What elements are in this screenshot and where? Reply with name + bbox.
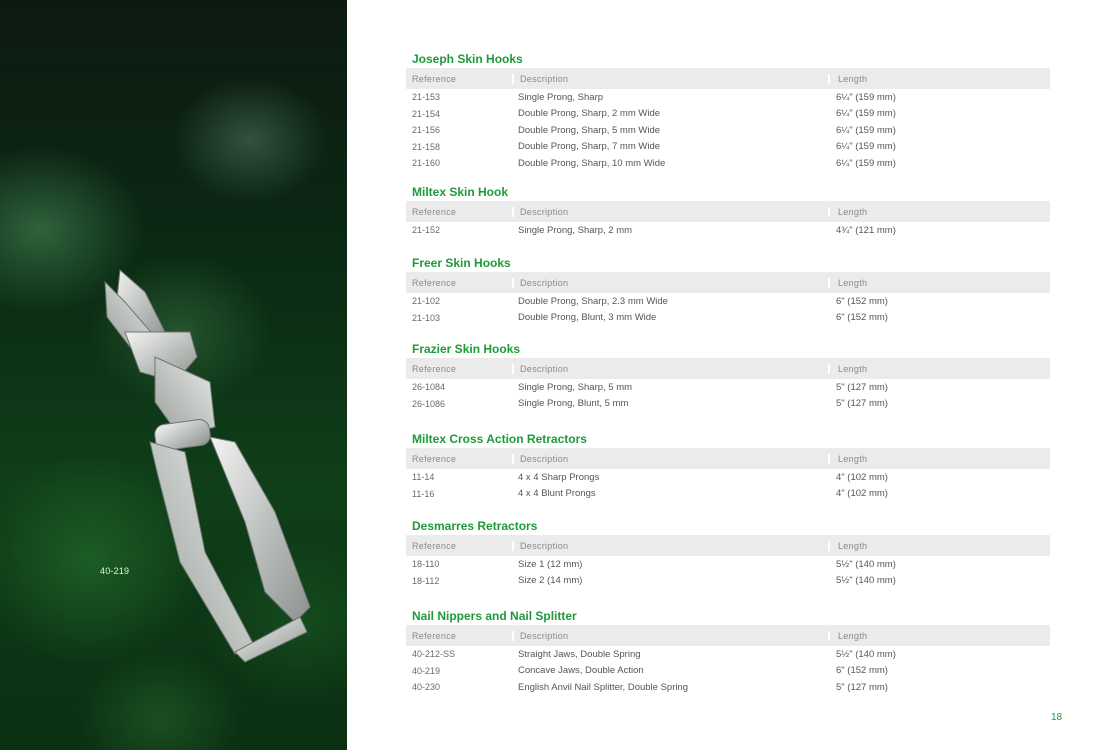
cell-length: 5" (127 mm) [836, 381, 888, 393]
cell-length: 6¼" (159 mm) [836, 157, 896, 169]
table-row [406, 106, 1050, 123]
table-header [406, 448, 1050, 469]
cell-length: 4¾" (121 mm) [836, 224, 896, 236]
table-header [406, 68, 1050, 89]
header-description: Description [512, 454, 828, 464]
header-reference: Reference [412, 453, 457, 464]
header-length: Length [828, 207, 1044, 217]
table-row [406, 663, 1050, 680]
nail-nipper-image [85, 262, 325, 672]
cell-length: 5½" (140 mm) [836, 558, 896, 570]
cell-description: 4 x 4 Blunt Prongs [518, 488, 596, 500]
section-desmarres-retractors [406, 517, 1050, 589]
cell-description: English Anvil Nail Splitter, Double Spring [518, 681, 689, 693]
cell-reference: 18-112 [412, 575, 440, 586]
cell-description: Double Prong, Sharp, 7 mm Wide [518, 141, 661, 153]
table-header [406, 625, 1050, 646]
cell-length: 6¼" (159 mm) [836, 91, 896, 103]
section-nail-nippers-and-nail-splitter [406, 607, 1050, 696]
header-description: Description [512, 364, 828, 374]
cell-reference: 11-16 [412, 488, 435, 499]
table-row [406, 310, 1050, 327]
cell-description: Size 2 (14 mm) [518, 575, 583, 587]
cell-description: 4 x 4 Sharp Prongs [518, 471, 600, 483]
cell-reference: 21-160 [412, 158, 441, 169]
image-caption: 40-219 [100, 566, 130, 576]
table-row [406, 469, 1050, 486]
cell-reference: 40-219 [412, 665, 441, 676]
section-freer-skin-hooks [406, 254, 1050, 326]
header-description: Description [512, 278, 828, 288]
cell-description: Single Prong, Blunt, 5 mm [518, 398, 629, 410]
cell-description: Single Prong, Sharp, 5 mm [518, 381, 633, 393]
header-description: Description [512, 74, 828, 84]
table-row [406, 155, 1050, 172]
table-row [406, 222, 1050, 239]
header-length: Length [828, 278, 1044, 288]
product-photo-panel [0, 0, 347, 750]
section-title: Miltex Skin Hook [412, 185, 509, 199]
cell-description: Double Prong, Sharp, 2 mm Wide [518, 108, 661, 120]
cell-length: 6" (152 mm) [836, 665, 888, 677]
cell-description: Size 1 (12 mm) [518, 558, 583, 570]
cell-reference: 21-153 [412, 92, 441, 103]
cell-length: 4" (102 mm) [836, 488, 888, 500]
section-title: Miltex Cross Action Retractors [412, 432, 587, 446]
cell-length: 5" (127 mm) [836, 681, 888, 693]
header-description: Description [512, 541, 828, 551]
table-row [406, 139, 1050, 156]
header-length: Length [828, 74, 1044, 84]
section-title: Desmarres Retractors [412, 519, 538, 533]
cell-description: Single Prong, Sharp, 2 mm [518, 224, 633, 236]
cell-reference: 21-152 [412, 225, 441, 236]
cell-length: 5½" (140 mm) [836, 575, 896, 587]
cell-description: Double Prong, Sharp, 5 mm Wide [518, 124, 661, 136]
header-description: Description [512, 631, 828, 641]
table-header [406, 358, 1050, 379]
section-title: Joseph Skin Hooks [412, 52, 523, 66]
table-row [406, 379, 1050, 396]
table-row [406, 293, 1050, 310]
cell-length: 6¼" (159 mm) [836, 141, 896, 153]
cell-length: 6¼" (159 mm) [836, 124, 896, 136]
cell-length: 6" (152 mm) [836, 312, 888, 324]
section-frazier-skin-hooks [406, 340, 1050, 412]
header-length: Length [828, 454, 1044, 464]
page-number: 18 [1051, 712, 1063, 723]
cell-reference: 26-1086 [412, 398, 446, 409]
cell-reference: 26-1084 [412, 382, 446, 393]
cell-description: Single Prong, Sharp [518, 91, 604, 103]
section-miltex-cross-action-retractors [406, 430, 1050, 502]
cell-reference: 40-212-SS [412, 649, 456, 660]
cell-description: Straight Jaws, Double Spring [518, 648, 641, 660]
table-row [406, 556, 1050, 573]
section-title: Frazier Skin Hooks [412, 342, 521, 356]
cell-reference: 21-103 [412, 312, 441, 323]
table-header [406, 201, 1050, 222]
cell-length: 4" (102 mm) [836, 471, 888, 483]
header-reference: Reference [412, 206, 457, 217]
table-header [406, 535, 1050, 556]
cell-description: Double Prong, Blunt, 3 mm Wide [518, 312, 657, 324]
cell-reference: 21-156 [412, 125, 441, 136]
cell-reference: 18-110 [412, 559, 440, 570]
table-row [406, 646, 1050, 663]
header-reference: Reference [412, 363, 457, 374]
section-title: Freer Skin Hooks [412, 256, 511, 270]
header-length: Length [828, 631, 1044, 641]
cell-reference: 11-14 [412, 472, 435, 483]
table-row [406, 89, 1050, 106]
cell-length: 5" (127 mm) [836, 398, 888, 410]
cell-reference: 40-230 [412, 682, 441, 693]
header-description: Description [512, 207, 828, 217]
cell-reference: 21-154 [412, 108, 441, 119]
table-row [406, 122, 1050, 139]
table-header [406, 272, 1050, 293]
header-reference: Reference [412, 630, 457, 641]
header-reference: Reference [412, 73, 457, 84]
cell-length: 6¼" (159 mm) [836, 108, 896, 120]
header-length: Length [828, 364, 1044, 374]
cell-description: Concave Jaws, Double Action [518, 665, 644, 677]
cell-reference: 21-102 [412, 296, 441, 307]
cell-reference: 21-158 [412, 141, 441, 152]
table-row [406, 573, 1050, 590]
cell-length: 6" (152 mm) [836, 295, 888, 307]
section-joseph-skin-hooks [406, 50, 1050, 172]
header-reference: Reference [412, 540, 457, 551]
table-row [406, 679, 1050, 696]
section-miltex-skin-hook [406, 183, 1050, 239]
header-length: Length [828, 541, 1044, 551]
table-row [406, 486, 1050, 503]
table-row [406, 396, 1050, 413]
cell-length: 5½" (140 mm) [836, 648, 896, 660]
cell-description: Double Prong, Sharp, 2.3 mm Wide [518, 295, 668, 307]
header-reference: Reference [412, 277, 457, 288]
section-title: Nail Nippers and Nail Splitter [412, 609, 577, 623]
cell-description: Double Prong, Sharp, 10 mm Wide [518, 157, 666, 169]
